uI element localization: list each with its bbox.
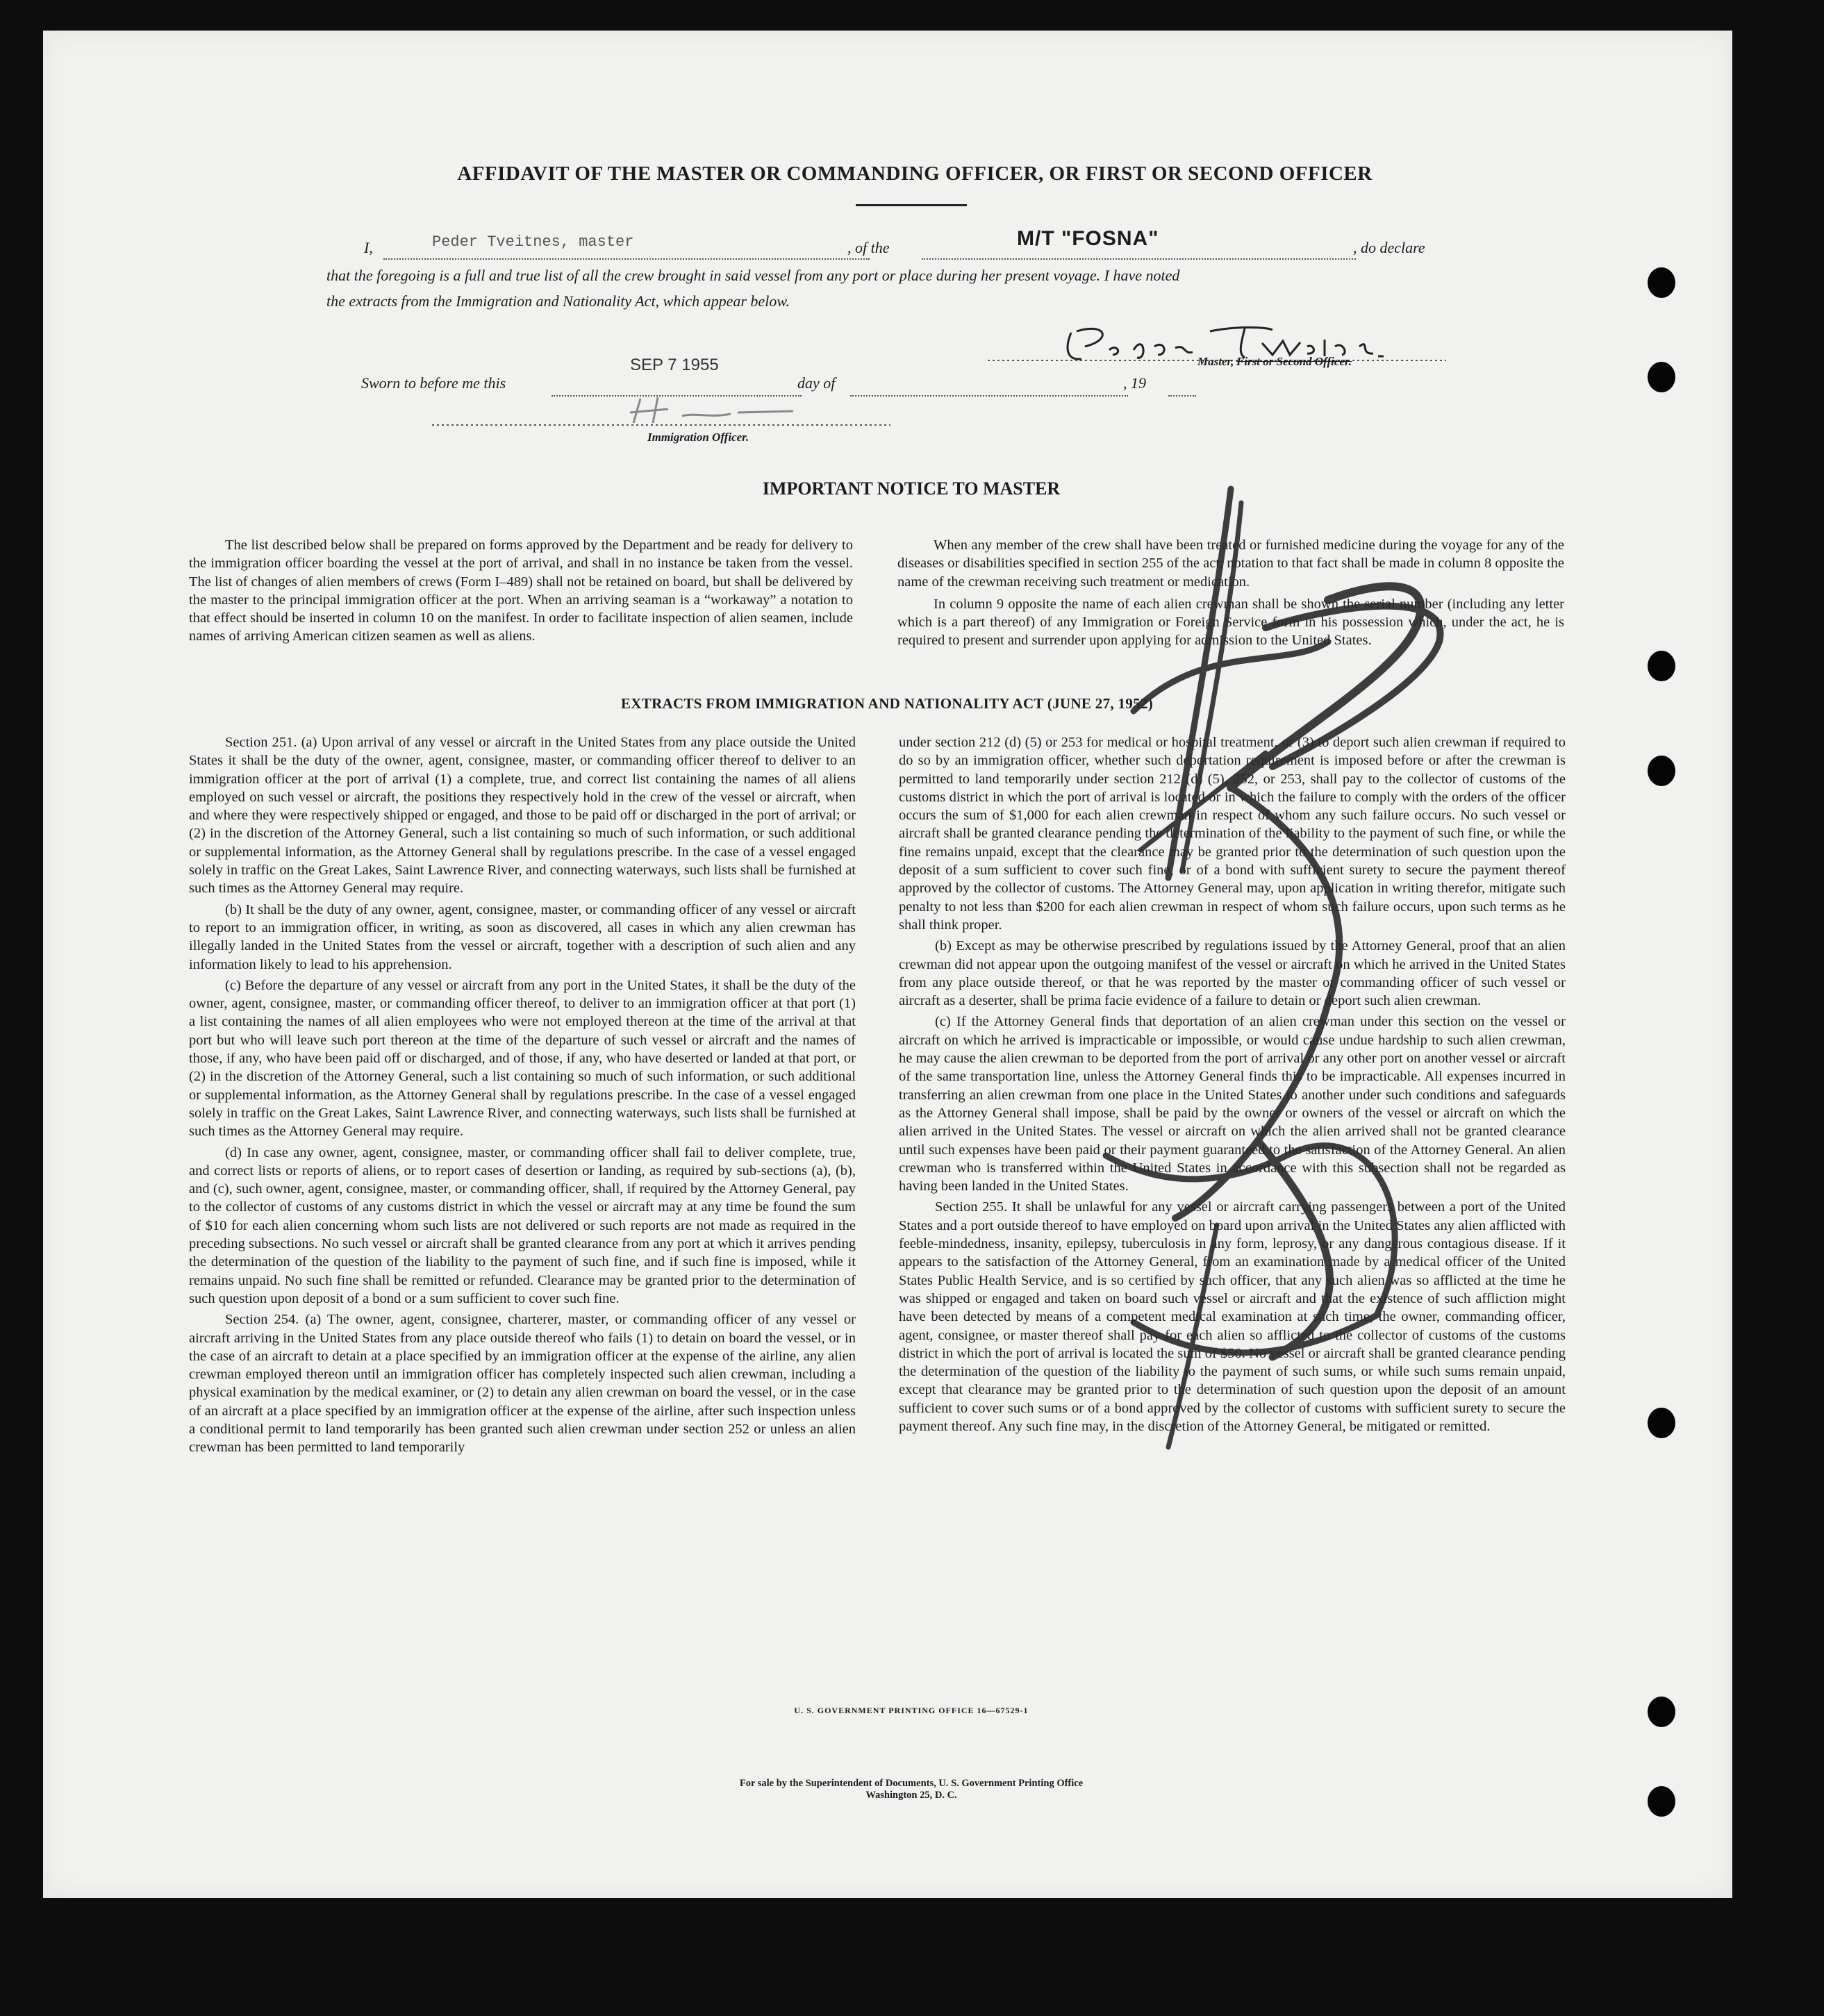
notice-right-paragraph-1: When any member of the crew shall have been treated or furnished medicine during the voyage for any of the diseases or disabilities specified in section 255 of the act, notation to that fact shall be made in column 8 opposite the name of the crewman receiving such treatment or medication. — [897, 538, 1564, 590]
section-251-c: (c) Before the departure of any vessel or aircraft from any port in the United States, it shall be the duty of the owner, agent, consignee, master, or commanding officer thereof, to deliver to an immigration officer at that port (1) a list containing the names of all alien employees who were not employed thereon at the time of the arrival at that port but who will leave such port thereon at the time of the departure of such vessel or aircraft and the names of those, if any, who have been paid off or discharged, and of those, if any, who have deserted or landed at that port, or (2) in the discretion of the Attorney General, such a list containing so much of such information, or such additional or supplemental information, as the Attorney General shall by regulations prescribe. In the case of a vessel engaged solely in traffic on the Great Lakes, Saint Lawrence River, and connecting waterways, such lists shall be furnished at such times as the Attorney General may require. — [189, 977, 856, 1140]
date-stamp: SEP 7 1955 — [630, 356, 719, 374]
title-divider — [856, 204, 967, 206]
day-of-label: day of — [797, 374, 836, 392]
immigration-officer-label: Immigration Officer. — [647, 431, 749, 444]
section-251-a: Section 251. (a) Upon arrival of any vessel or aircraft in the United States from any place outside the United States it shall be the duty of the owner, agent, consignee, master, or commanding officer thereof to deliver to an immigration officer at the port of arrival (1) a complete, true, and correct list containing the names of all aliens employed on such vessel or aircraft, the positions they respectively hold in the crew of the vessel or aircraft, when and where they were respectively shipped or engaged, and those to be paid off or discharged in the port of arrival; or (2) in the discretion of the Attorney General, such a list containing so much of such information, or such additional or supplemental information, as the Attorney General shall by regulations prescribe. In the case of a vessel engaged solely in traffic on the Great Lakes, Saint Lawrence River, and connecting waterways, such lists shall be furnished at such times as the Attorney General may require. — [189, 735, 856, 897]
year-field — [1168, 376, 1196, 397]
notice-heading: IMPORTANT NOTICE TO MASTER — [762, 478, 1061, 499]
notice-left-column — [189, 536, 853, 646]
gpo-code: U. S. GOVERNMENT PRINTING OFFICE 16—67529-1 — [794, 1706, 1029, 1715]
handwritten-pencil-mark — [842, 461, 1571, 1489]
master-label: Master, — [1197, 355, 1234, 368]
section-254-a: Section 254. (a) The owner, agent, consignee, charterer, master, or commanding officer of any vessel or aircraft arriving in the United States from any place outside thereof who fails (1) to detain on board the vessel, or in the case of an aircraft to detain at a place specified by an immigration officer at the expense of the airline, any alien crewman employed thereon until an immigration officer has completely inspected such alien crewman, including a physical examination by the medical examiner, or (2) to detain any alien crewman on board the vessel, or in the case of an aircraft at a place specified by an immigration officer at the expense of the airline, after such inspection unless a conditional permit to land temporarily has been granted such alien crewman under section 252 or unless an alien crewman has been permitted to land temporarily — [189, 1312, 856, 1456]
extracts-left-column — [189, 733, 856, 1457]
struck-officer-label: First or Second Officer. — [1236, 355, 1352, 368]
notice-right-paragraph-2: In column 9 opposite the name of each alien crewman shall be shown the serial number (including any letter which is a part thereof) of any Immigration or Foreign Service form in his possession which, under the act, he is required to present and surrender upon applying for admission to the United States. — [897, 596, 1564, 649]
of-the-label: , of the — [847, 239, 890, 256]
declaration-line-2: the extracts from the Immigration and Nationality Act, which appear below. — [326, 292, 790, 310]
punch-hole — [1648, 651, 1675, 681]
extracts-heading: EXTRACTS FROM IMMIGRATION AND NATIONALITY ACT (JUNE 27, 1952) — [621, 695, 1153, 712]
section-255: Section 255. It shall be unlawful for any vessel or aircraft carrying passengers between a port of the United States and a port outside thereof to have employed on board upon arrival in the United States any alien afflicted with feeble-mindedness, insanity, epilepsy, tuberculosis in any form, leprosy, or any dangerous contagious disease. If it appears to the satisfaction of the Attorney General, from an examination made by a medical officer of the United States Public Health Service, and is so certified by such officer, that any such alien was so afflicted at the time he was shipped or engaged and taken on board such vessel or aircraft and that the existence of such affliction might have been detected by means of a competent medical examination at such time, the owner, commanding officer, agent, consignee, or master thereof shall pay for each alien so afflicted to the collector of customs of the customs district in which the port of arrival is located the sum of $50. No vessel or aircraft shall be granted clearance pending the determination of the question of the liability to the payment of such sums, or while such sums remain unpaid, except that clearance may be granted prior to the determination of such question upon the deposit of an amount sufficient to cover such sums or of a bond approved by the collector of customs with sufficient surety to secure the payment thereof. Any such fine may, in the discretion of the Attorney General, be mitigated or remitted. — [899, 1199, 1566, 1434]
punch-hole — [1648, 267, 1675, 298]
declaration-line-1: that the foregoing is a full and true list of all the crew brought in said vessel from any port or place during her present voyage. I have noted — [326, 267, 1180, 284]
master-name-typed: Peder Tveitnes, master — [432, 233, 634, 251]
section-251-b: (b) It shall be the duty of any owner, agent, consignee, master, or commanding officer of any vessel or aircraft to report to an immigration officer, in writing, as soon as discovered, all cases in which any alien crewman has illegally landed in the United States from the vessel or aircraft, together with a description of such alien and any information likely to lead to his apprehension. — [189, 901, 856, 972]
punch-hole — [1648, 362, 1675, 392]
affidavit-title: AFFIDAVIT OF THE MASTER OR COMMANDING OFFICER, OR FIRST OR SECOND OFFICER — [457, 163, 1373, 185]
document-page — [43, 31, 1732, 1898]
section-254-b: (b) Except as may be otherwise prescribed by regulations issued by the Attorney General, proof that an alien crewman did not appear upon the outgoing manifest of the vessel or aircraft on which he arrived in the United States from any place outside thereof, or that he was reported by the master or commanding officer of such vessel or aircraft as a deserter, shall be prima facie evidence of a failure to detain or deport such alien crewman. — [899, 938, 1566, 1009]
vessel-name: M/T "FOSNA" — [1017, 227, 1159, 250]
notice-left-paragraph: The list described below shall be prepared on forms approved by the Department and be ready for delivery to the immigration officer boarding the vessel at the port of arrival, and shall in no instance be taken from the vessel. The list of changes of alien members of crews (Form I–489) shall not be retained on board, but shall be delivered by the master to the principal immigration officer at the port. When an arriving seaman is a “workaway” a notation to that effect should be inserted in column 10 on the manifest. In order to facilitate inspection of alien seamen, include names of arriving American citizen seamen as well as aliens. — [189, 538, 853, 644]
punch-hole — [1648, 1408, 1675, 1438]
punch-hole — [1648, 756, 1675, 786]
month-field — [850, 376, 1128, 397]
sale-line-1: For sale by the Superintendent of Documents, U. S. Government Printing Office — [739, 1778, 1084, 1789]
officer-signature — [432, 392, 890, 433]
sale-line-2: Washington 25, D. C. — [865, 1790, 957, 1801]
i-label: I, — [364, 239, 373, 256]
section-251-d: (d) In case any owner, agent, consignee, master, or commanding officer shall fail to deliver complete, true, and correct lists or reports of aliens, or to report cases of desertion or landing, as required by sub-sections (a), (b), and (c), such owner, agent, consignee, master, or commanding officer, shall, if required by the Attorney General, pay to the collector of customs of any customs district in which the vessel or aircraft may at any time be found the sum of $10 for each alien concerning whom such lists are not delivered or such reports are not made as required in the preceding subsections. No such vessel or aircraft shall be granted clearance from any port at which it arrives pending the determination of the question of the liability to the payment of such fine, and if such fine is imposed, while it remains unpaid. No such fine shall be remitted or refunded. Clearance may be granted prior to the determination of such question upon deposit of a bond or a sum sufficient to cover such fine. — [189, 1144, 856, 1306]
year-label: , 19 — [1123, 374, 1146, 392]
sworn-label: Sworn to before me this — [361, 374, 506, 392]
punch-hole — [1648, 1786, 1675, 1817]
master-signature — [946, 312, 1446, 374]
section-254-a-continued: under section 212 (d) (5) or 253 for medical or hospital treatment, or (3) to deport such alien crewman if required to do so by an immigration officer, whether such deportation requirement is imposed before or after the crewman is permitted to land temporarily under section 212 (d) (5), 252, or 253, shall pay to the collector of customs of the customs district in which the port of arrival is located or in which the failure to comply with the orders of the officer occurs the sum of $1,000 for each alien crewman in respect of whom any such failure occurs. No such vessel or aircraft shall be granted clearance pending the determination of the liability to the payment of such fine, or while the fine remains unpaid, except that the clearance may be granted prior to the determination of such question upon the deposit of a sum sufficient to cover such fine, or of a bond with sufficient surety to secure the payment thereof approved by the collector of customs. The Attorney General may, upon application in writing therefor, mitigate such penalty to not less than $200 for each alien crewman in respect of whom such failure occurs, upon such terms as he shall think proper. — [899, 735, 1566, 933]
bleed-through-text — [168, 114, 1661, 142]
do-declare-label: , do declare — [1353, 239, 1425, 256]
section-254-c: (c) If the Attorney General finds that deportation of an alien crewman under this section on the vessel or aircraft on which he arrived is impracticable or impossible, or would cause undue hardship to such alien crewman, he may cause the alien crewman to be deported from the port of arrival or any other port on another vessel or aircraft of the same transportation line, unless the Attorney General finds this to be impracticable. All expenses incurred in transferring an alien crewman from one place in the United States to another under such conditions and safeguards as the Attorney General shall impose, shall be paid by the owner or owners of the vessel or aircraft on which the alien arrived in the United States. The vessel or aircraft on which the alien arrived shall not be granted clearance until such expenses have been paid or their payment guaranteed to the satisfaction of the Attorney General. An alien crewman who is transferred within the United States in accordance with this subsection shall not be regarded as having been landed in the United States. — [899, 1014, 1566, 1194]
punch-hole — [1648, 1697, 1675, 1727]
